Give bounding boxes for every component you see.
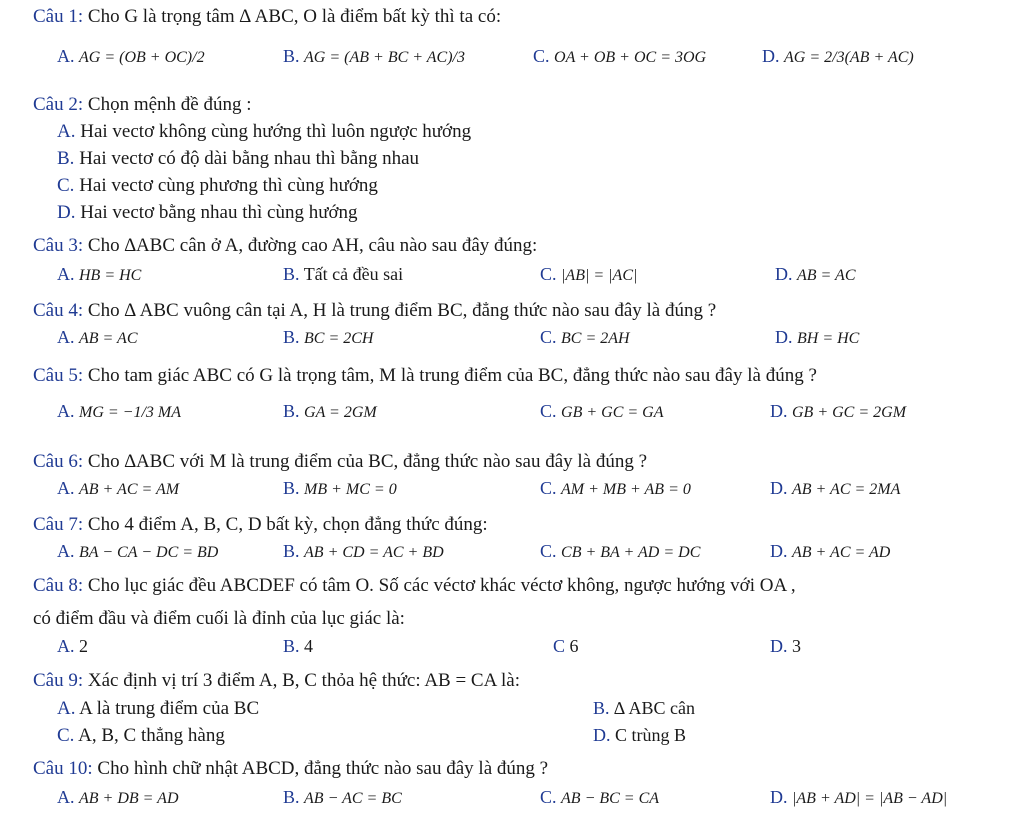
- option-5d: D. GB + GC = 2GM: [770, 401, 907, 421]
- option-6c: C. AM + MB + AB = 0: [540, 478, 691, 498]
- option-2a: A. Hai vectơ không cùng hướng thì luôn ngược hướng: [57, 121, 472, 142]
- option-6b: B. MB + MC = 0: [283, 478, 397, 498]
- option-9c: C. A, B, C thẳng hàng: [57, 725, 225, 746]
- option-1d: D. AG = 2/3(AB + AC): [762, 46, 914, 66]
- question-2: Câu 2: Chọn mệnh đề đúng :: [33, 94, 252, 115]
- option-7c: C. CB + BA + AD = DC: [540, 541, 701, 561]
- option-1a: A. AG = (OB + OC)/2: [57, 46, 205, 66]
- option-3a: A. HB = HC: [57, 264, 142, 284]
- question-1: [33, 6, 501, 28]
- option-10b: B. AB − AC = BC: [283, 787, 402, 807]
- option-10c: C. AB − BC = CA: [540, 787, 660, 807]
- option-8a: A. 2: [57, 636, 88, 656]
- question-7: Câu 7: Cho 4 điểm A, B, C, D bất kỳ, chọn đẳng thức đúng:: [33, 514, 488, 535]
- option-7d: D. AB + AC = AD: [770, 541, 891, 561]
- option-10d: D. |AB + AD| = |AB − AD|: [770, 787, 948, 807]
- option-8d: D. 3: [770, 636, 801, 656]
- option-2c: C. Hai vectơ cùng phương thì cùng hướng: [57, 175, 378, 196]
- question-number: Câu 1:: [33, 6, 84, 27]
- question-8-continuation: có điểm đầu và điểm cuối là đỉnh của lục giác là:: [33, 608, 405, 629]
- option-5b: B. GA = 2GM: [283, 401, 377, 421]
- option-4d: D. BH = HC: [775, 327, 860, 347]
- option-3b: B. Tất cả đều sai: [283, 264, 404, 284]
- option-8b: B. 4: [283, 636, 314, 656]
- option-9b: B. ∆ ABC cân: [593, 698, 696, 718]
- option-2d: D. Hai vectơ bằng nhau thì cùng hướng: [57, 202, 358, 223]
- option-9a: A. A là trung điểm của BC: [57, 698, 260, 719]
- option-6d: D. AB + AC = 2MA: [770, 478, 901, 498]
- question-6: Câu 6: Cho ∆ABC với M là trung điểm của BC, đẳng thức nào sau đây là đúng ?: [33, 451, 648, 472]
- option-4c: C. BC = 2AH: [540, 327, 630, 347]
- option-7b: B. AB + CD = AC + BD: [283, 541, 444, 561]
- option-10a: A. AB + DB = AD: [57, 787, 179, 807]
- option-4b: B. BC = 2CH: [283, 327, 374, 347]
- option-4a: A. AB = AC: [57, 327, 138, 347]
- option-3c: C. |AB| = |AC|: [540, 264, 638, 284]
- question-4: Câu 4: Cho ∆ ABC vuông cân tại A, H là trung điểm BC, đẳng thức nào sau đây là đúng ?: [33, 300, 717, 321]
- option-5c: C. GB + GC = GA: [540, 401, 664, 421]
- question-8: Câu 8: Cho lục giác đều ABCDEF có tâm O. Số các véctơ khác véctơ không, ngược hướng với OA ,: [33, 575, 796, 596]
- question-9: Câu 9: Xác định vị trí 3 điểm A, B, C thỏa hệ thức: AB = CA là:: [33, 670, 521, 691]
- question-text: Cho G là trọng tâm ∆ ABC, O là điểm bất kỳ thì ta có:: [83, 6, 502, 27]
- option-7a: A. BA − CA − DC = BD: [57, 541, 219, 561]
- option-1c: C. OA + OB + OC = 3OG: [533, 46, 707, 66]
- option-3d: D. AB = AC: [775, 264, 856, 284]
- option-5a: A. MG = −1/3 MA: [57, 401, 182, 421]
- option-1b: B. AG = (AB + BC + AC)/3: [283, 46, 465, 66]
- option-9d: D. C trùng B: [593, 725, 687, 745]
- question-5: Câu 5: Cho tam giác ABC có G là trọng tâm, M là trung điểm của BC, đẳng thức nào sau đây là đúng ?: [33, 365, 817, 386]
- question-3: Câu 3: Cho ∆ABC cân ở A, đường cao AH, câu nào sau đây đúng:: [33, 235, 538, 256]
- option-2b: B. Hai vectơ có độ dài bằng nhau thì bằng nhau: [57, 148, 419, 169]
- option-6a: A. AB + AC = AM: [57, 478, 180, 498]
- question-10: Câu 10: Cho hình chữ nhật ABCD, đẳng thức nào sau đây là đúng ?: [33, 758, 549, 779]
- option-8c: C 6: [553, 636, 579, 656]
